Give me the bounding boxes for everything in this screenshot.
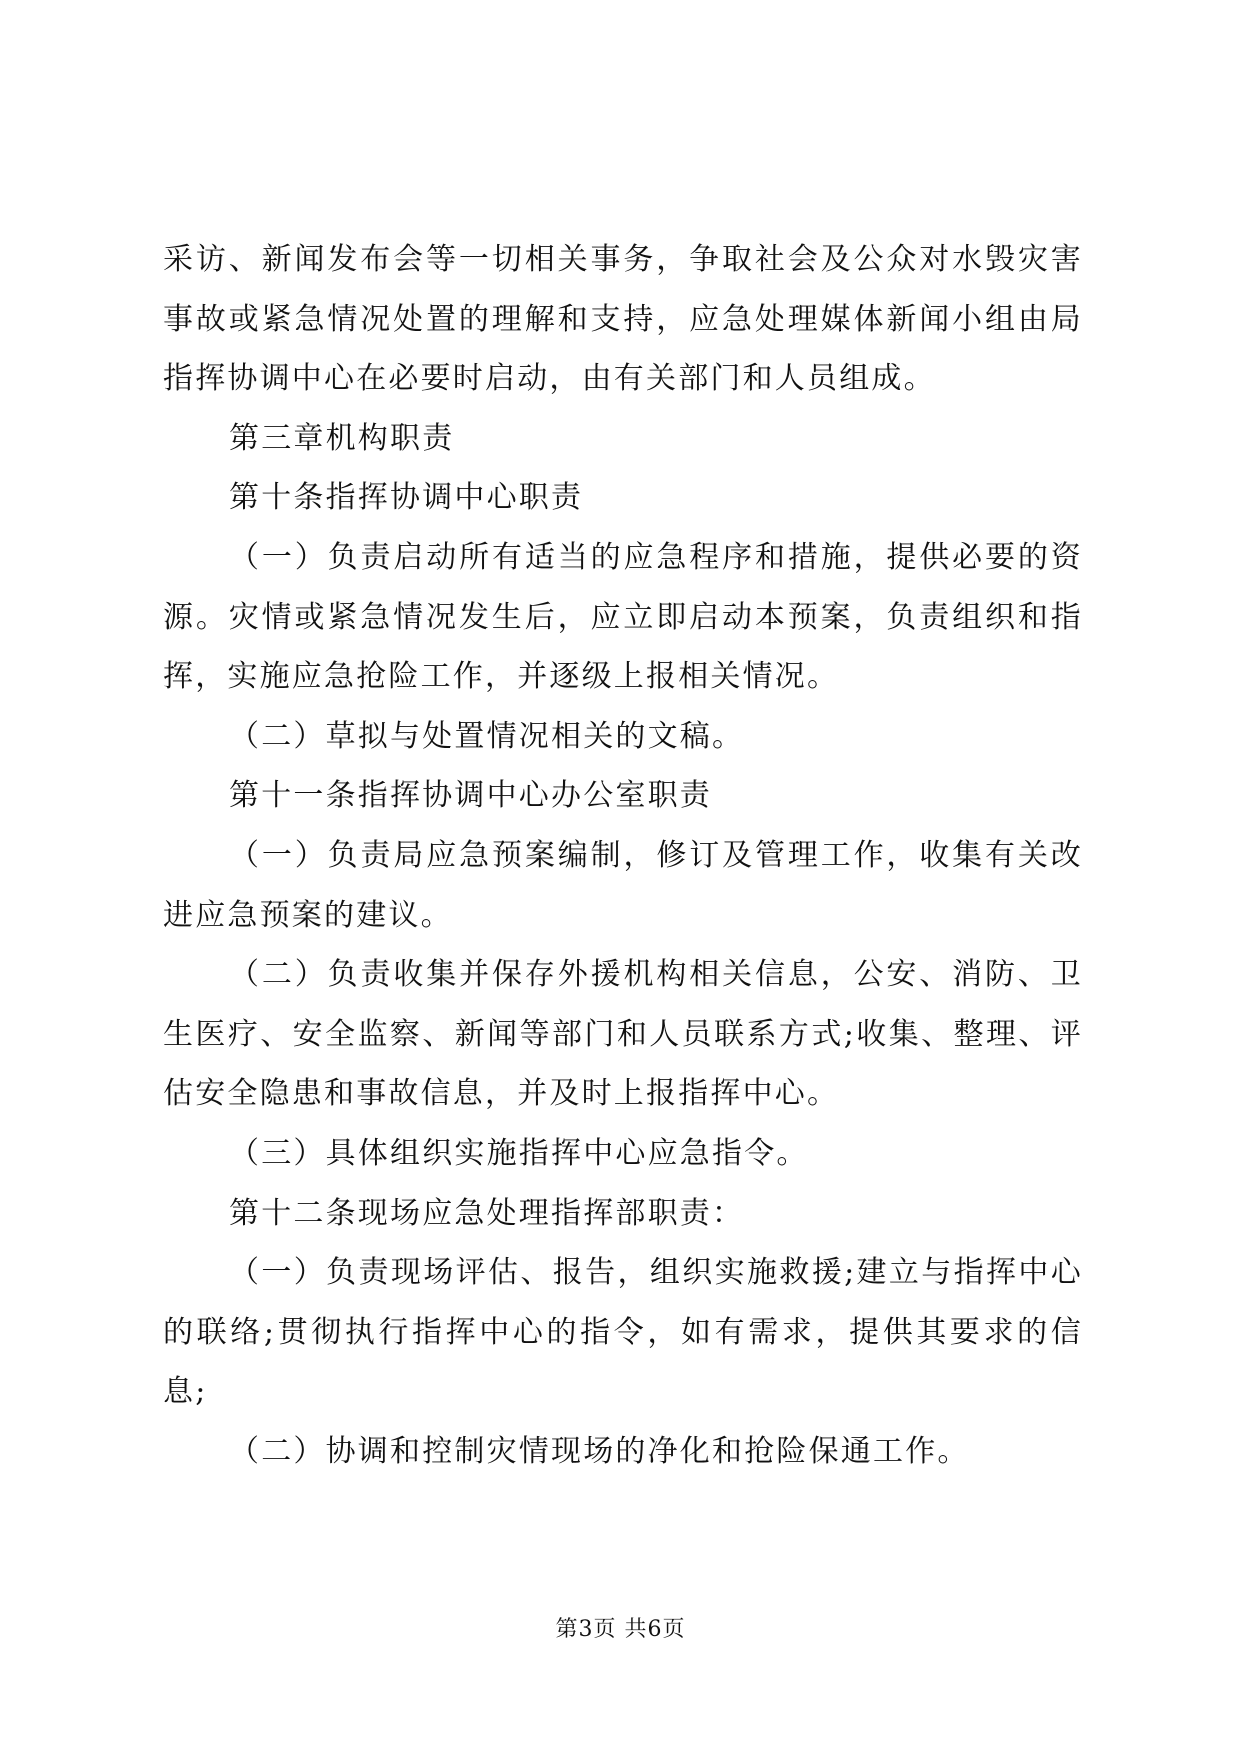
article-12-item-1: （一）负责现场评估、报告，组织实施救援;建立与指挥中心的联络;贯彻执行指挥中心的指令，如有需求，提供其要求的信息; bbox=[163, 1255, 1083, 1410]
document-body bbox=[163, 230, 1083, 1481]
article-10-heading: 第十条指挥协调中心职责 bbox=[229, 480, 584, 516]
page-footer: 第3页 共6页 bbox=[555, 1617, 686, 1642]
article-10-item-1: （一）负责启动所有适当的应急程序和措施，提供必要的资源。灾情或紧急情况发生后，应立即启动本预案，负责组织和指挥，实施应急抢险工作，并逐级上报相关情况。 bbox=[163, 539, 1083, 695]
article-11-item-2: （二）负责收集并保存外援机构相关信息，公安、消防、卫生医疗、安全监察、新闻等部门和人员联系方式;收集、整理、评估安全隐患和事故信息，并及时上报指挥中心。 bbox=[163, 957, 1083, 1112]
article-10-item-2: （二）草拟与处置情况相关的文稿。 bbox=[229, 718, 745, 754]
paragraph-continuation: 采访、新闻发布会等一切相关事务，争取社会及公众对水毁灾害事故或紧急情况处置的理解和支持，应急处理媒体新闻小组由局指挥协调中心在必要时启动，由有关部门和人员组成。 bbox=[163, 242, 1083, 397]
chapter-heading: 第三章机构职责 bbox=[229, 420, 455, 456]
article-12-item-2: （二）协调和控制灾情现场的净化和抢险保通工作。 bbox=[229, 1433, 970, 1469]
article-12-heading: 第十二条现场应急处理指挥部职责： bbox=[229, 1195, 745, 1231]
article-11-item-1: （一）负责局应急预案编制，修订及管理工作，收集有关改进应急预案的建议。 bbox=[163, 837, 1083, 933]
article-11-heading: 第十一条指挥协调中心办公室职责 bbox=[229, 778, 712, 814]
article-11-item-3: （三）具体组织实施指挥中心应急指令。 bbox=[229, 1135, 809, 1171]
